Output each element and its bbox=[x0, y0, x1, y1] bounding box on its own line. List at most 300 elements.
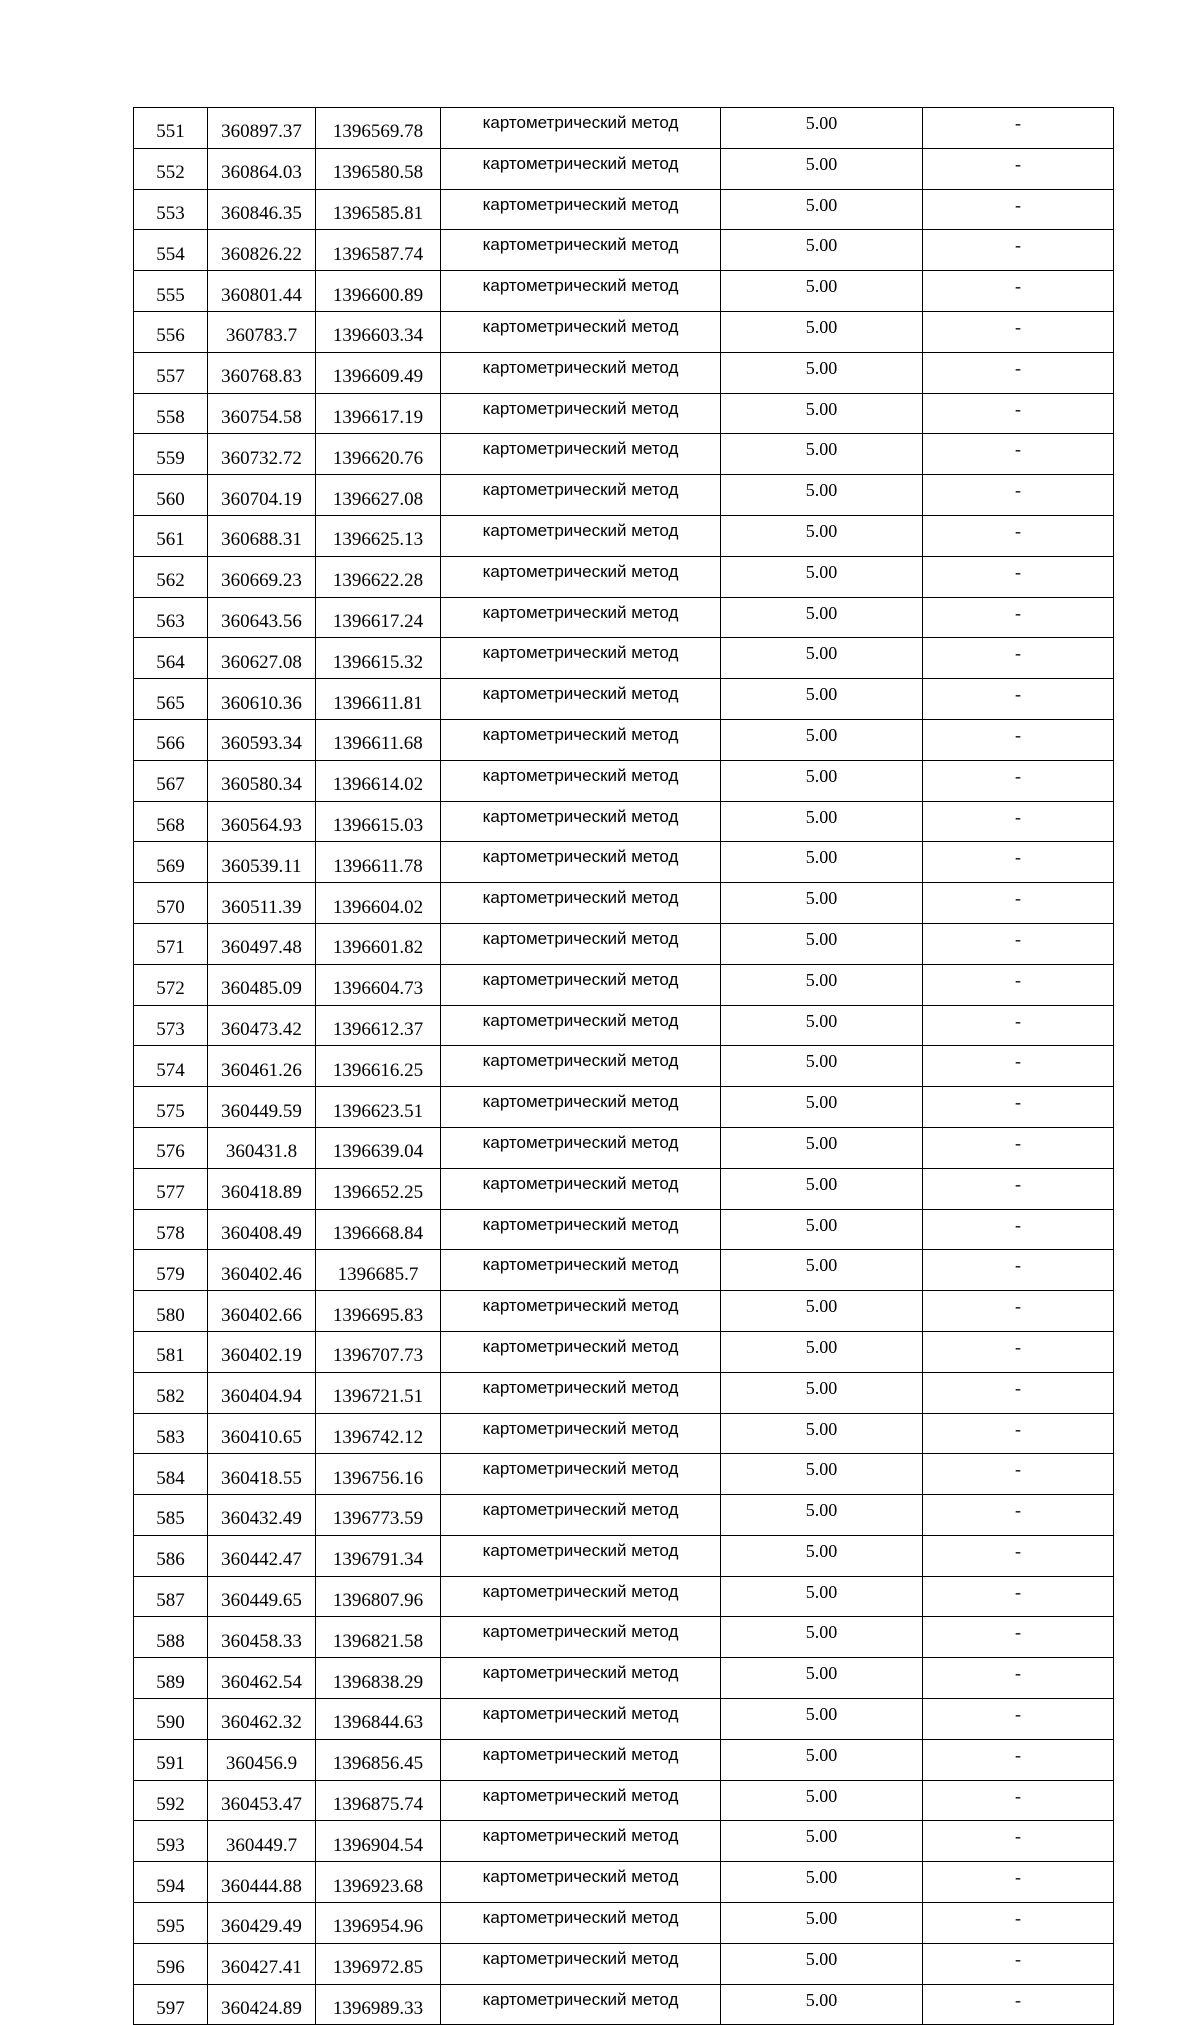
method-cell: картометрический метод bbox=[441, 271, 721, 312]
accuracy-cell: 5.00 bbox=[721, 1005, 923, 1046]
table-row bbox=[134, 1250, 1114, 1291]
point-number-cell: 567 bbox=[134, 760, 208, 801]
method-cell: картометрический метод bbox=[441, 638, 721, 679]
x-coordinate-cell: 360497.48 bbox=[208, 923, 316, 964]
description-cell: - bbox=[923, 1943, 1114, 1984]
method-cell: картометрический метод bbox=[441, 597, 721, 638]
table-row bbox=[134, 1209, 1114, 1250]
x-coordinate-cell: 360449.7 bbox=[208, 1821, 316, 1862]
description-cell: - bbox=[923, 1372, 1114, 1413]
description-cell: - bbox=[923, 1821, 1114, 1862]
accuracy-cell: 5.00 bbox=[721, 311, 923, 352]
accuracy-cell: 5.00 bbox=[721, 271, 923, 312]
table-row bbox=[134, 434, 1114, 475]
y-coordinate-cell: 1396773.59 bbox=[316, 1495, 441, 1536]
point-number-cell: 591 bbox=[134, 1739, 208, 1780]
accuracy-cell: 5.00 bbox=[721, 801, 923, 842]
accuracy-cell: 5.00 bbox=[721, 1576, 923, 1617]
accuracy-cell: 5.00 bbox=[721, 1984, 923, 2025]
accuracy-cell: 5.00 bbox=[721, 108, 923, 149]
x-coordinate-cell: 360897.37 bbox=[208, 108, 316, 149]
x-coordinate-cell: 360432.49 bbox=[208, 1495, 316, 1536]
description-cell: - bbox=[923, 1250, 1114, 1291]
table-row bbox=[134, 679, 1114, 720]
point-number-cell: 596 bbox=[134, 1943, 208, 1984]
table-row bbox=[134, 515, 1114, 556]
y-coordinate-cell: 1396685.7 bbox=[316, 1250, 441, 1291]
description-cell: - bbox=[923, 1209, 1114, 1250]
accuracy-cell: 5.00 bbox=[721, 1699, 923, 1740]
x-coordinate-cell: 360768.83 bbox=[208, 352, 316, 393]
x-coordinate-cell: 360449.59 bbox=[208, 1087, 316, 1128]
accuracy-cell: 5.00 bbox=[721, 1821, 923, 1862]
x-coordinate-cell: 360410.65 bbox=[208, 1413, 316, 1454]
point-number-cell: 581 bbox=[134, 1331, 208, 1372]
method-cell: картометрический метод bbox=[441, 515, 721, 556]
x-coordinate-cell: 360846.35 bbox=[208, 189, 316, 230]
accuracy-cell: 5.00 bbox=[721, 434, 923, 475]
x-coordinate-cell: 360449.65 bbox=[208, 1576, 316, 1617]
accuracy-cell: 5.00 bbox=[721, 1943, 923, 1984]
method-cell: картометрический метод bbox=[441, 679, 721, 720]
table-row bbox=[134, 1576, 1114, 1617]
accuracy-cell: 5.00 bbox=[721, 1903, 923, 1944]
x-coordinate-cell: 360704.19 bbox=[208, 475, 316, 516]
method-cell: картометрический метод bbox=[441, 842, 721, 883]
point-number-cell: 551 bbox=[134, 108, 208, 149]
y-coordinate-cell: 1396838.29 bbox=[316, 1658, 441, 1699]
table-row bbox=[134, 923, 1114, 964]
point-number-cell: 587 bbox=[134, 1576, 208, 1617]
table-row bbox=[134, 1862, 1114, 1903]
y-coordinate-cell: 1396904.54 bbox=[316, 1821, 441, 1862]
table-row bbox=[134, 760, 1114, 801]
point-number-cell: 569 bbox=[134, 842, 208, 883]
coordinates-table-body bbox=[134, 108, 1114, 2025]
point-number-cell: 560 bbox=[134, 475, 208, 516]
y-coordinate-cell: 1396617.24 bbox=[316, 597, 441, 638]
accuracy-cell: 5.00 bbox=[721, 1658, 923, 1699]
table-row bbox=[134, 1331, 1114, 1372]
accuracy-cell: 5.00 bbox=[721, 1862, 923, 1903]
y-coordinate-cell: 1396791.34 bbox=[316, 1535, 441, 1576]
y-coordinate-cell: 1396604.73 bbox=[316, 964, 441, 1005]
x-coordinate-cell: 360431.8 bbox=[208, 1127, 316, 1168]
table-row bbox=[134, 1087, 1114, 1128]
x-coordinate-cell: 360801.44 bbox=[208, 271, 316, 312]
x-coordinate-cell: 360473.42 bbox=[208, 1005, 316, 1046]
point-number-cell: 570 bbox=[134, 883, 208, 924]
point-number-cell: 576 bbox=[134, 1127, 208, 1168]
description-cell: - bbox=[923, 1046, 1114, 1087]
accuracy-cell: 5.00 bbox=[721, 1617, 923, 1658]
point-number-cell: 577 bbox=[134, 1168, 208, 1209]
x-coordinate-cell: 360444.88 bbox=[208, 1862, 316, 1903]
method-cell: картометрический метод bbox=[441, 1658, 721, 1699]
y-coordinate-cell: 1396615.32 bbox=[316, 638, 441, 679]
x-coordinate-cell: 360643.56 bbox=[208, 597, 316, 638]
table-row bbox=[134, 271, 1114, 312]
description-cell: - bbox=[923, 475, 1114, 516]
description-cell: - bbox=[923, 1087, 1114, 1128]
y-coordinate-cell: 1396569.78 bbox=[316, 108, 441, 149]
y-coordinate-cell: 1396611.81 bbox=[316, 679, 441, 720]
x-coordinate-cell: 360462.32 bbox=[208, 1699, 316, 1740]
description-cell: - bbox=[923, 556, 1114, 597]
y-coordinate-cell: 1396612.37 bbox=[316, 1005, 441, 1046]
description-cell: - bbox=[923, 638, 1114, 679]
y-coordinate-cell: 1396756.16 bbox=[316, 1454, 441, 1495]
description-cell: - bbox=[923, 842, 1114, 883]
y-coordinate-cell: 1396856.45 bbox=[316, 1739, 441, 1780]
table-row bbox=[134, 1699, 1114, 1740]
method-cell: картометрический метод bbox=[441, 108, 721, 149]
y-coordinate-cell: 1396875.74 bbox=[316, 1780, 441, 1821]
y-coordinate-cell: 1396954.96 bbox=[316, 1903, 441, 1944]
point-number-cell: 566 bbox=[134, 719, 208, 760]
coordinates-table bbox=[133, 107, 1114, 2025]
table-row bbox=[134, 1821, 1114, 1862]
x-coordinate-cell: 360627.08 bbox=[208, 638, 316, 679]
table-row bbox=[134, 189, 1114, 230]
table-row bbox=[134, 393, 1114, 434]
point-number-cell: 563 bbox=[134, 597, 208, 638]
accuracy-cell: 5.00 bbox=[721, 1250, 923, 1291]
point-number-cell: 565 bbox=[134, 679, 208, 720]
method-cell: картометрический метод bbox=[441, 1821, 721, 1862]
x-coordinate-cell: 360511.39 bbox=[208, 883, 316, 924]
y-coordinate-cell: 1396600.89 bbox=[316, 271, 441, 312]
x-coordinate-cell: 360669.23 bbox=[208, 556, 316, 597]
x-coordinate-cell: 360442.47 bbox=[208, 1535, 316, 1576]
point-number-cell: 553 bbox=[134, 189, 208, 230]
description-cell: - bbox=[923, 1699, 1114, 1740]
y-coordinate-cell: 1396611.68 bbox=[316, 719, 441, 760]
accuracy-cell: 5.00 bbox=[721, 1127, 923, 1168]
point-number-cell: 583 bbox=[134, 1413, 208, 1454]
x-coordinate-cell: 360461.26 bbox=[208, 1046, 316, 1087]
accuracy-cell: 5.00 bbox=[721, 393, 923, 434]
table-row bbox=[134, 801, 1114, 842]
point-number-cell: 582 bbox=[134, 1372, 208, 1413]
point-number-cell: 556 bbox=[134, 311, 208, 352]
description-cell: - bbox=[923, 108, 1114, 149]
accuracy-cell: 5.00 bbox=[721, 1413, 923, 1454]
method-cell: картометрический метод bbox=[441, 760, 721, 801]
method-cell: картометрический метод bbox=[441, 1984, 721, 2025]
y-coordinate-cell: 1396620.76 bbox=[316, 434, 441, 475]
table-row bbox=[134, 719, 1114, 760]
y-coordinate-cell: 1396604.02 bbox=[316, 883, 441, 924]
point-number-cell: 574 bbox=[134, 1046, 208, 1087]
point-number-cell: 554 bbox=[134, 230, 208, 271]
method-cell: картометрический метод bbox=[441, 556, 721, 597]
x-coordinate-cell: 360427.41 bbox=[208, 1943, 316, 1984]
table-row bbox=[134, 1005, 1114, 1046]
method-cell: картометрический метод bbox=[441, 1372, 721, 1413]
x-coordinate-cell: 360462.54 bbox=[208, 1658, 316, 1699]
method-cell: картометрический метод bbox=[441, 801, 721, 842]
description-cell: - bbox=[923, 515, 1114, 556]
point-number-cell: 575 bbox=[134, 1087, 208, 1128]
y-coordinate-cell: 1396585.81 bbox=[316, 189, 441, 230]
x-coordinate-cell: 360453.47 bbox=[208, 1780, 316, 1821]
x-coordinate-cell: 360826.22 bbox=[208, 230, 316, 271]
table-row bbox=[134, 1943, 1114, 1984]
point-number-cell: 593 bbox=[134, 1821, 208, 1862]
x-coordinate-cell: 360593.34 bbox=[208, 719, 316, 760]
accuracy-cell: 5.00 bbox=[721, 842, 923, 883]
description-cell: - bbox=[923, 230, 1114, 271]
table-row bbox=[134, 1046, 1114, 1087]
point-number-cell: 585 bbox=[134, 1495, 208, 1536]
accuracy-cell: 5.00 bbox=[721, 923, 923, 964]
x-coordinate-cell: 360402.46 bbox=[208, 1250, 316, 1291]
point-number-cell: 573 bbox=[134, 1005, 208, 1046]
y-coordinate-cell: 1396609.49 bbox=[316, 352, 441, 393]
accuracy-cell: 5.00 bbox=[721, 1331, 923, 1372]
description-cell: - bbox=[923, 1413, 1114, 1454]
description-cell: - bbox=[923, 148, 1114, 189]
y-coordinate-cell: 1396989.33 bbox=[316, 1984, 441, 2025]
y-coordinate-cell: 1396695.83 bbox=[316, 1291, 441, 1332]
method-cell: картометрический метод bbox=[441, 883, 721, 924]
description-cell: - bbox=[923, 1617, 1114, 1658]
table-row bbox=[134, 148, 1114, 189]
accuracy-cell: 5.00 bbox=[721, 230, 923, 271]
point-number-cell: 590 bbox=[134, 1699, 208, 1740]
point-number-cell: 561 bbox=[134, 515, 208, 556]
description-cell: - bbox=[923, 1535, 1114, 1576]
table-row bbox=[134, 1495, 1114, 1536]
method-cell: картометрический метод bbox=[441, 148, 721, 189]
point-number-cell: 572 bbox=[134, 964, 208, 1005]
description-cell: - bbox=[923, 719, 1114, 760]
table-row bbox=[134, 556, 1114, 597]
description-cell: - bbox=[923, 1454, 1114, 1495]
y-coordinate-cell: 1396807.96 bbox=[316, 1576, 441, 1617]
method-cell: картометрический метод bbox=[441, 923, 721, 964]
x-coordinate-cell: 360610.36 bbox=[208, 679, 316, 720]
description-cell: - bbox=[923, 1576, 1114, 1617]
point-number-cell: 557 bbox=[134, 352, 208, 393]
x-coordinate-cell: 360456.9 bbox=[208, 1739, 316, 1780]
point-number-cell: 558 bbox=[134, 393, 208, 434]
method-cell: картометрический метод bbox=[441, 1454, 721, 1495]
description-cell: - bbox=[923, 679, 1114, 720]
x-coordinate-cell: 360580.34 bbox=[208, 760, 316, 801]
accuracy-cell: 5.00 bbox=[721, 1168, 923, 1209]
method-cell: картометрический метод bbox=[441, 352, 721, 393]
method-cell: картометрический метод bbox=[441, 1331, 721, 1372]
table-row bbox=[134, 1372, 1114, 1413]
table-row bbox=[134, 1127, 1114, 1168]
accuracy-cell: 5.00 bbox=[721, 1780, 923, 1821]
y-coordinate-cell: 1396611.78 bbox=[316, 842, 441, 883]
method-cell: картометрический метод bbox=[441, 1617, 721, 1658]
method-cell: картометрический метод bbox=[441, 1943, 721, 1984]
x-coordinate-cell: 360408.49 bbox=[208, 1209, 316, 1250]
table-row bbox=[134, 475, 1114, 516]
method-cell: картометрический метод bbox=[441, 1535, 721, 1576]
accuracy-cell: 5.00 bbox=[721, 597, 923, 638]
method-cell: картометрический метод bbox=[441, 1903, 721, 1944]
method-cell: картометрический метод bbox=[441, 1168, 721, 1209]
description-cell: - bbox=[923, 923, 1114, 964]
description-cell: - bbox=[923, 434, 1114, 475]
y-coordinate-cell: 1396639.04 bbox=[316, 1127, 441, 1168]
description-cell: - bbox=[923, 1658, 1114, 1699]
point-number-cell: 584 bbox=[134, 1454, 208, 1495]
table-row bbox=[134, 1535, 1114, 1576]
x-coordinate-cell: 360424.89 bbox=[208, 1984, 316, 2025]
y-coordinate-cell: 1396617.19 bbox=[316, 393, 441, 434]
accuracy-cell: 5.00 bbox=[721, 1372, 923, 1413]
accuracy-cell: 5.00 bbox=[721, 1291, 923, 1332]
x-coordinate-cell: 360754.58 bbox=[208, 393, 316, 434]
description-cell: - bbox=[923, 1984, 1114, 2025]
point-number-cell: 559 bbox=[134, 434, 208, 475]
accuracy-cell: 5.00 bbox=[721, 883, 923, 924]
table-row bbox=[134, 1168, 1114, 1209]
description-cell: - bbox=[923, 393, 1114, 434]
accuracy-cell: 5.00 bbox=[721, 1739, 923, 1780]
accuracy-cell: 5.00 bbox=[721, 638, 923, 679]
method-cell: картометрический метод bbox=[441, 1005, 721, 1046]
x-coordinate-cell: 360418.55 bbox=[208, 1454, 316, 1495]
point-number-cell: 592 bbox=[134, 1780, 208, 1821]
table-row bbox=[134, 1617, 1114, 1658]
table-row bbox=[134, 352, 1114, 393]
description-cell: - bbox=[923, 352, 1114, 393]
description-cell: - bbox=[923, 189, 1114, 230]
y-coordinate-cell: 1396623.51 bbox=[316, 1087, 441, 1128]
y-coordinate-cell: 1396668.84 bbox=[316, 1209, 441, 1250]
table-row bbox=[134, 638, 1114, 679]
description-cell: - bbox=[923, 801, 1114, 842]
point-number-cell: 579 bbox=[134, 1250, 208, 1291]
point-number-cell: 595 bbox=[134, 1903, 208, 1944]
y-coordinate-cell: 1396652.25 bbox=[316, 1168, 441, 1209]
description-cell: - bbox=[923, 1903, 1114, 1944]
table-row bbox=[134, 964, 1114, 1005]
table-row bbox=[134, 1780, 1114, 1821]
x-coordinate-cell: 360458.33 bbox=[208, 1617, 316, 1658]
accuracy-cell: 5.00 bbox=[721, 760, 923, 801]
accuracy-cell: 5.00 bbox=[721, 1535, 923, 1576]
table-row bbox=[134, 108, 1114, 149]
y-coordinate-cell: 1396627.08 bbox=[316, 475, 441, 516]
accuracy-cell: 5.00 bbox=[721, 1209, 923, 1250]
y-coordinate-cell: 1396742.12 bbox=[316, 1413, 441, 1454]
table-row bbox=[134, 1739, 1114, 1780]
point-number-cell: 568 bbox=[134, 801, 208, 842]
point-number-cell: 588 bbox=[134, 1617, 208, 1658]
y-coordinate-cell: 1396821.58 bbox=[316, 1617, 441, 1658]
point-number-cell: 552 bbox=[134, 148, 208, 189]
table-row bbox=[134, 1658, 1114, 1699]
point-number-cell: 578 bbox=[134, 1209, 208, 1250]
description-cell: - bbox=[923, 1005, 1114, 1046]
description-cell: - bbox=[923, 1739, 1114, 1780]
y-coordinate-cell: 1396614.02 bbox=[316, 760, 441, 801]
accuracy-cell: 5.00 bbox=[721, 352, 923, 393]
y-coordinate-cell: 1396844.63 bbox=[316, 1699, 441, 1740]
point-number-cell: 594 bbox=[134, 1862, 208, 1903]
description-cell: - bbox=[923, 1780, 1114, 1821]
point-number-cell: 562 bbox=[134, 556, 208, 597]
point-number-cell: 589 bbox=[134, 1658, 208, 1699]
point-number-cell: 564 bbox=[134, 638, 208, 679]
table-row bbox=[134, 1454, 1114, 1495]
accuracy-cell: 5.00 bbox=[721, 719, 923, 760]
table-row bbox=[134, 1413, 1114, 1454]
accuracy-cell: 5.00 bbox=[721, 475, 923, 516]
method-cell: картометрический метод bbox=[441, 1576, 721, 1617]
x-coordinate-cell: 360485.09 bbox=[208, 964, 316, 1005]
accuracy-cell: 5.00 bbox=[721, 556, 923, 597]
table-row bbox=[134, 311, 1114, 352]
description-cell: - bbox=[923, 311, 1114, 352]
method-cell: картометрический метод bbox=[441, 1087, 721, 1128]
method-cell: картометрический метод bbox=[441, 1699, 721, 1740]
accuracy-cell: 5.00 bbox=[721, 1495, 923, 1536]
y-coordinate-cell: 1396615.03 bbox=[316, 801, 441, 842]
y-coordinate-cell: 1396587.74 bbox=[316, 230, 441, 271]
accuracy-cell: 5.00 bbox=[721, 1046, 923, 1087]
point-number-cell: 571 bbox=[134, 923, 208, 964]
x-coordinate-cell: 360404.94 bbox=[208, 1372, 316, 1413]
method-cell: картометрический метод bbox=[441, 1739, 721, 1780]
y-coordinate-cell: 1396923.68 bbox=[316, 1862, 441, 1903]
y-coordinate-cell: 1396972.85 bbox=[316, 1943, 441, 1984]
accuracy-cell: 5.00 bbox=[721, 679, 923, 720]
x-coordinate-cell: 360783.7 bbox=[208, 311, 316, 352]
y-coordinate-cell: 1396622.28 bbox=[316, 556, 441, 597]
x-coordinate-cell: 360539.11 bbox=[208, 842, 316, 883]
table-row bbox=[134, 842, 1114, 883]
method-cell: картометрический метод bbox=[441, 1291, 721, 1332]
description-cell: - bbox=[923, 271, 1114, 312]
x-coordinate-cell: 360402.19 bbox=[208, 1331, 316, 1372]
method-cell: картометрический метод bbox=[441, 475, 721, 516]
accuracy-cell: 5.00 bbox=[721, 964, 923, 1005]
method-cell: картометрический метод bbox=[441, 964, 721, 1005]
point-number-cell: 580 bbox=[134, 1291, 208, 1332]
method-cell: картометрический метод bbox=[441, 1209, 721, 1250]
y-coordinate-cell: 1396580.58 bbox=[316, 148, 441, 189]
method-cell: картометрический метод bbox=[441, 1127, 721, 1168]
y-coordinate-cell: 1396616.25 bbox=[316, 1046, 441, 1087]
method-cell: картометрический метод bbox=[441, 719, 721, 760]
method-cell: картометрический метод bbox=[441, 1780, 721, 1821]
table-row bbox=[134, 230, 1114, 271]
method-cell: картометрический метод bbox=[441, 1862, 721, 1903]
accuracy-cell: 5.00 bbox=[721, 189, 923, 230]
method-cell: картометрический метод bbox=[441, 1250, 721, 1291]
method-cell: картометрический метод bbox=[441, 1413, 721, 1454]
y-coordinate-cell: 1396601.82 bbox=[316, 923, 441, 964]
x-coordinate-cell: 360564.93 bbox=[208, 801, 316, 842]
method-cell: картометрический метод bbox=[441, 311, 721, 352]
method-cell: картометрический метод bbox=[441, 189, 721, 230]
x-coordinate-cell: 360402.66 bbox=[208, 1291, 316, 1332]
description-cell: - bbox=[923, 1168, 1114, 1209]
accuracy-cell: 5.00 bbox=[721, 1087, 923, 1128]
point-number-cell: 586 bbox=[134, 1535, 208, 1576]
method-cell: картометрический метод bbox=[441, 393, 721, 434]
x-coordinate-cell: 360429.49 bbox=[208, 1903, 316, 1944]
